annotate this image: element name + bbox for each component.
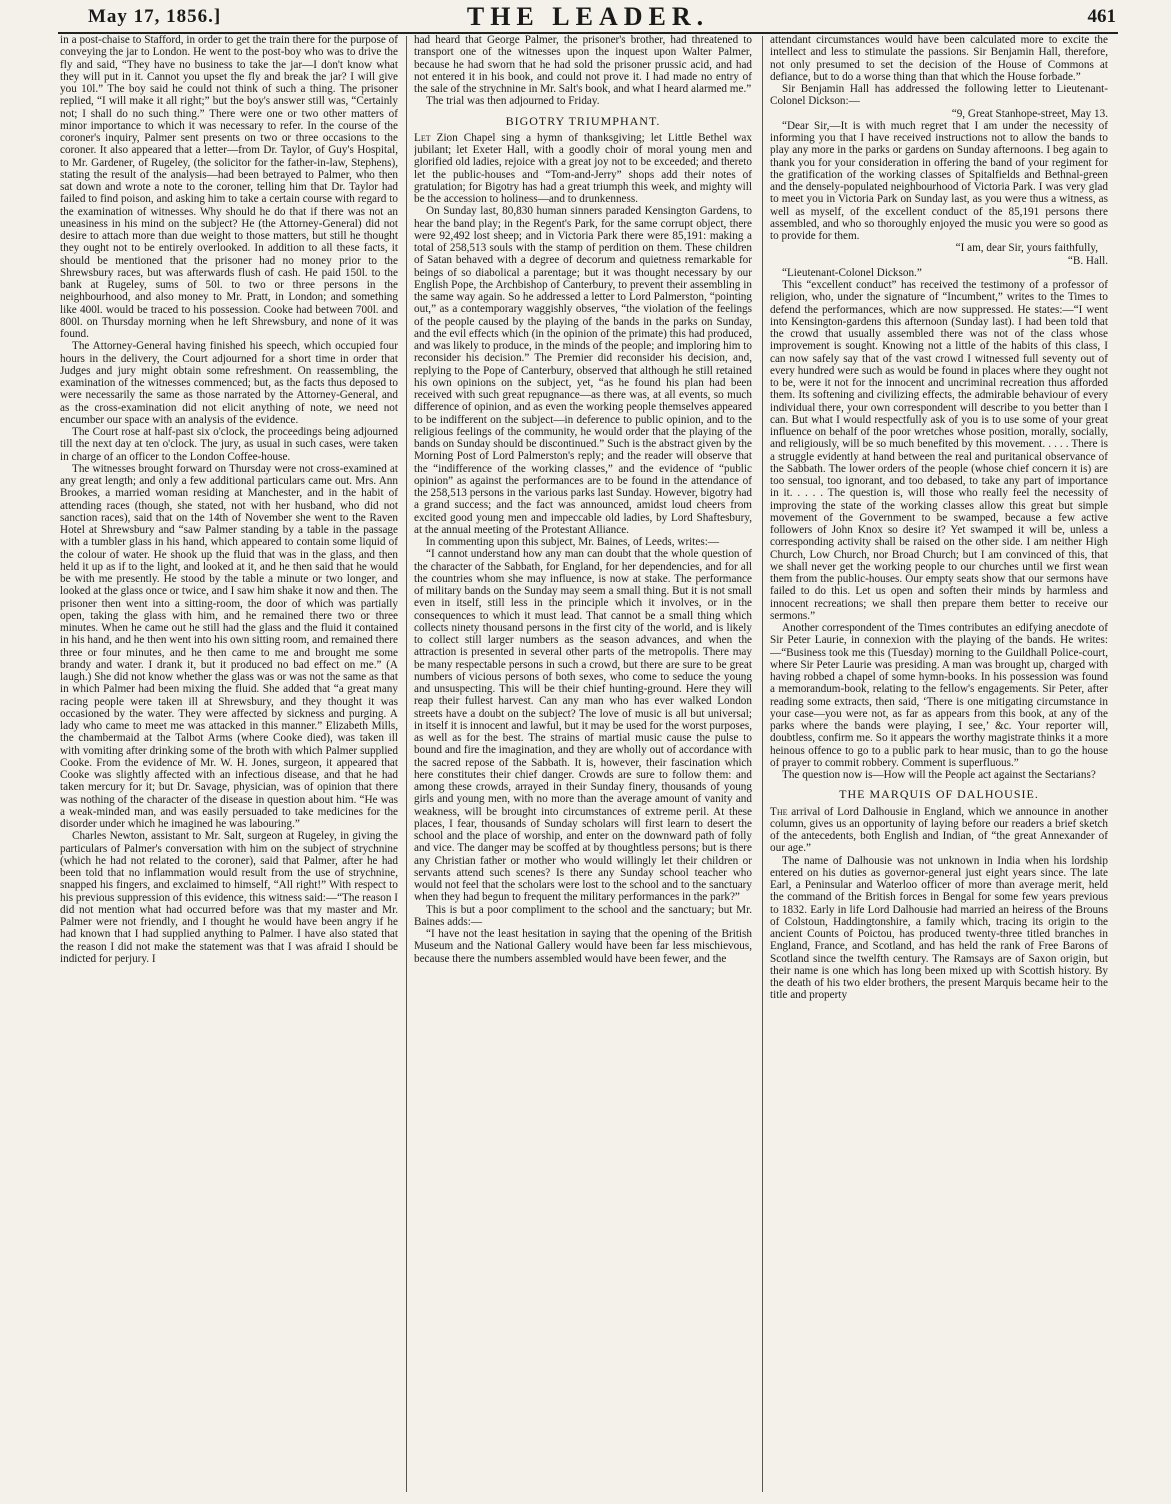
- paragraph: The question now is—How will the People act against the Sectarians?: [782, 769, 1096, 781]
- paragraph-text: arrival of Lord Dalhousie in England, which we announce in another column, gives us an opportunity of laying before our readers a brief sketch of the antecedents, both English and Indian, of “the great Annexander of our age.”: [770, 805, 1108, 855]
- paragraph: “Dear Sir,—It is with much regret that I am under the necessity of informing you that I have received instructions not to allow the bands to play any more in the parks or gardens on Sunday afternoons. I beg again to thank you for your consideration in offering the band of your regiment for the gratification of the working classes of Spitalfields and Bethnal-green and the densely-populated neighbourhood of Victoria Park. I was very glad to meet you in Victoria Park on Sunday last, as you were thus a witness, as well as myself, of the excellent conduct of the 85,191 persons there assembled, and who so thoroughly enjoyed the music you were so good as to provide for them.: [770, 119, 1108, 242]
- paragraph: In commenting upon this subject, Mr. Baines, of Leeds, writes:—: [426, 536, 720, 548]
- letter-signature: “B. Hall.: [1067, 254, 1108, 267]
- paragraph: [414, 132, 752, 206]
- column-rule: [762, 36, 763, 1492]
- paragraph: The witnesses brought forward on Thursday were not cross-examined at any great length; and only a few additional particulars came out. Mrs. Ann Brookes, a married woman residing at Manchester, and in the habit of attending races (though, she stated, not with her husband, who did not sanction races), said that on the 14th of November she went to the Raven Hotel at Shrewsbury and “saw Palmer standing by a table in the passage with a tumbler glass in his hand, which appeared to contain some liquid of the colour of water. He shook up the fluid that was in the glass, and then held it up as if to the light, and looked at it, and he then said that he would be with me presently. He stood by the table a minute or two longer, and looked at the glass once or twice, and I saw him shake it now and then. The prisoner then went into a sitting-room, the door of which was partially open, taking the glass with him, and he remained there two or three minutes. When he came out he still had the glass and the fluid it contained in his hand, and he then went into his own sitting room, and remained there three or four minutes, and he then came to me and brought me some brandy and water. I drank it, but it produced no bad effect on me.” (A laugh.) She did not know whether the glass was or was not the same as that in which Palmer had been mixing the fluid. She added that “a great many racing people were taken ill at Shrewsbury, and they thought it was occasioned by the water. They were affected by sickness and purging. A lady who came to meet me was attacked in this manner.” Elizabeth Mills, the chambermaid at the Talbot Arms (where Cooke died), was taken ill with vomiting after drinking some of the broth with which Palmer supplied Cooke. From the evidence of Mr. W. H. Jones, surgeon, it appeared that Cooke was slightly affected with an infectious disease, and that he had taken mercury for it; but Dr. Savage, physician, was of opinion that there was nothing of the character of the disease in question about him. “He was a weak-minded man, and was easily persuaded to take medicines for the disorder under which he imagined he was labouring.”: [60, 462, 398, 830]
- lead-word: The: [770, 805, 788, 818]
- issue-date: May 17, 1856.]: [88, 6, 222, 27]
- column-2: [414, 34, 752, 1496]
- paragraph: in a post-chaise to Stafford, in order to get the train there for the purpose of conveying the jar to London. He went to the post-boy who was to drive the fly and said, “They have no business to take the jar—I don't know what they will put in it. Cannot you upset the fly and break the jar? I will give you 10l.” The boy said he could not think of such a thing. The prisoner replied, “I will make it all right;” but the boy's answer still was, “Certainly not; I shall do no such thing.” There were one or two other matters of minor importance to which it was necessary to refer. In the course of the coroner's inquiry, Palmer sent presents on two or three occasions to the coroner. It also appeared that a letter—from Dr. Taylor, of Guy's Hospital, to Mr. Gardener, of Rugeley, (the solicitor for the father-in-law, Stephens), stating the result of the analysis—had been betrayed to Palmer, who then sat down and wrote a note to the coroner, telling him that Dr. Taylor had failed to find poison, and asking him to take a certain course with regard to the examination of witnesses. Why should he do that if there was not an uneasiness in his mind on the subject? He (the Attorney-General) did not desire to attach more than due weight to those matters, but still he thought they ought not to be entirely overlooked. In addition to all these facts, it should be mentioned that the prisoner had no money prior to the Shrewsbury races, but was afterwards flush of cash. He paid 150l. to the bank at Rugeley, sums of 50l. to two or three persons in the neighbourhood, and also money to Mr. Pratt, in London; and something like 400l. would be traced to his possession. Cooke had between 700l. and 800l. on Thursday morning when he left Shrewsbury, and none of it was found.: [60, 34, 398, 340]
- paragraph: attendant circumstances would have been calculated more to excite the intellect and less to stimulate the passions. Sir Benjamin Hall, therefore, not only presumed to set the decision of the House of Commons at defiance, but to do a worse thing than that which the House forbade.”: [770, 34, 1108, 83]
- paragraph: The trial was then adjourned to Friday.: [426, 95, 600, 108]
- paragraph: The Attorney-General having finished his speech, which occupied four hours in the delivery, the Court adjourned for a short time in order that Judges and jury might obtain some refreshment. On reassembling, the examination of the witnesses commenced; but, as the facts thus deposed to were necessarily the same as those narrated by the Attorney-General, and as the cross-examination did not elicit anything of note, we need not encumber our space with an analysis of the evidence.: [60, 340, 398, 426]
- paragraph: On Sunday last, 80,830 human sinners paraded Kensington Gardens, to hear the band play; in the Regent's Park, for the same corrupt object, there were 92,492 lost sheep; and in Victoria Park there were 85,191: making a total of 258,513 souls with the stamp of perdition on them. These children of Satan behaved with a degree of decorum and quietness remarkable for beings of so diabolical a parentage; but it was thought necessary by our English Pope, the Archbishop of Canterbury, to prevent their assembling in the same way again. So he addressed a letter to Lord Palmerston, “pointing out,” as a contemporary waggishly observes, “the violation of the feelings of the people caused by the playing of the bands in the parks on Sunday, and the evil effects which (in the opinion of the primate) this had produced, and was likely to produce, in the minds of the people; and imploring him to reconsider his decision.” The Premier did reconsider his decision, and, replying to the Pope of Canterbury, observed that although he still retained his own opinions on the subject, yet, “as he found his plan had been received with such great repugnance—as there was, at all events, so much difference of opinion, and as even the working people themselves appeared to be indifferent on the subject—in deference to public opinion, and to the religious feelings of the community, he would order that the playing of the bands on Sunday should be discontinued.” Such is the abstract given by the Morning Post of Lord Palmerston's reply; and the reader will observe that the “indifference of the working classes,” and the evidence of “public opinion” as against the performances are to be found in the attendance of the 258,513 persons in the various parks last Sunday. However, bigotry had a grand success; and the fact was announced, amidst loud cheers from excited good young men and impeccable old ladies, by Lord Shaftesbury, at the annual meeting of the Protestant Alliance.: [414, 205, 752, 536]
- column-1: [60, 34, 398, 1496]
- paragraph: “I have not the least hesitation in saying that the opening of the British Museum and the National Gallery would have been far less mischievous, because there the numbers assembled would have been fewer, and the: [414, 928, 752, 965]
- article-heading: THE MARQUIS OF DALHOUSIE.: [839, 787, 1039, 802]
- letter-addressee: “Lieutenant-Colonel Dickson.”: [782, 266, 922, 279]
- paragraph: “I cannot understand how any man can doubt that the whole question of the character of the Sabbath, for England, for her dependencies, and for all the countries whom she may influence, is now at stake. The performance of military bands on the Sunday may seem a small thing. But it is not small even in itself, still less in the principle which it involves, or in the consequences to which it must lead. That cannot be a small thing which collects ninety thousand persons in the first city of the world, and is likely to collect still larger numbers as the season advances, and when the attraction is presented in several other parts of the metropolis. There may be many respectable persons in such a crowd, but there are sure to be great numbers of vicious persons of both sexes, who come to seduce the young and unsuspecting. This will be their chief hunting-ground. Here they will reap their fullest harvest. Can any man who has ever walked London streets have a doubt on the subject? The love of music is all but universal; in itself it is innocent and lawful, but it may be used for the worst purposes, as well as for the best. The strains of martial music cause the pulse to bound and fire the imagination, and they are wholly out of accordance with the sacred repose of the Sabbath. It is, however, their fascination which here constitutes their chief danger. Crowds are sure to follow them: and among these crowds, arrayed in their Sunday finery, thousands of young girls and young men, with no more than the average amount of vanity and weakness, will be brought into circumstances of extreme peril. At these places, I fear, thousands of Sunday scholars will first learn to desert the school and the place of worship, and enter on the downward path of folly and vice. The danger may be scoffed at by thoughtless persons; but is there any Christian father or mother who would willingly let their children or servants attend such scenes? Is there any Sunday school teacher who would not feel that the scholars were lost to the school and to the sanctuary when they had begun to frequent the military performances in the park?”: [414, 548, 752, 904]
- page-body: [58, 34, 1118, 1494]
- paragraph: The Court rose at half-past six o'clock, the proceedings being adjourned till the next day at ten o'clock. The jury, as usual in such cases, were taken in charge of an officer to the London Coffee-house.: [60, 426, 398, 463]
- masthead: [58, 4, 1118, 34]
- paragraph: This is but a poor compliment to the school and the sanctuary; but Mr. Baines adds:—: [414, 903, 752, 928]
- article-heading: BIGOTRY TRIUMPHANT.: [505, 113, 661, 128]
- paragraph: Sir Benjamin Hall has addressed the following letter to Lieutenant-Colonel Dickson:—: [770, 83, 1108, 108]
- paragraph: Charles Newton, assistant to Mr. Salt, surgeon at Rugeley, in giving the particulars of Palmer's conversation with him on the subject of strychnine (which he had not related to the coroner), said that Palmer, after he had been told that no inflammation would result from the use of strychnine, snapped his fingers, and exclaimed to himself, “All right!” With respect to his previous suppression of this evidence, this witness said:—“The reason I did not mention what had occurred before was that my master and Mr. Palmer were not friendly, and I thought he would have been angry if he had known that I had supplied anything to Palmer. I have also stated that the reason I did not make the statement was that I was afraid I should be indicted for perjury. I: [60, 830, 398, 965]
- lead-word: Let: [414, 131, 431, 144]
- paragraph: [770, 806, 1108, 855]
- column-3: [770, 34, 1108, 1496]
- letter-address: “9, Great Stanhope-street, May 13.: [951, 107, 1108, 120]
- column-rule: [406, 36, 407, 1492]
- page-number: 461: [1087, 6, 1116, 27]
- letter-closing: “I am, dear Sir, yours faithfully,: [955, 242, 1098, 255]
- paragraph: had heard that George Palmer, the prisoner's brother, had threatened to transport one of the witnesses upon the inquest upon Walter Palmer, because he had sworn that he had sold the prisoner prussic acid, and had not entered it in his book, and could not prove it. I had made no entry of the sale of the strychnine in Mr. Salt's book, and what I heard alarmed me.”: [414, 34, 752, 95]
- paragraph: Another correspondent of the Times contributes an edifying anecdote of Sir Peter Laurie, in connexion with the playing of the bands. He writes:—“Business took me this (Tuesday) morning to the Guildhall Police-court, where Sir Peter Laurie was presiding. A man was brought up, charged with having robbed a chapel of some hymn-books. In his possession was found a memorandum-book, relating to the fellow's engagements. Sir Peter, after reading some extracts, then said, ‘There is one mitigating circumstance in your case—you were not, as far as appears from this book, at any of the parks where the bands were playing, I see,’ &c. Your reporter will, doubtless, confirm me. So it appears the worthy magistrate thinks it a more heinous offence to go to a public park to hear music, than to go the house of prayer to commit robbery. Comment is superfluous.”: [770, 622, 1108, 769]
- paragraph-text: Zion Chapel sing a hymn of thanksgiving; let Little Bethel wax jubilant; let Exeter Hall, with a goodly choir of moral young men and glorified old ladies, rejoice with a great joy not to be exceeded; and thereto let the public-houses and “Tom-and-Jerry” shops add their notes of gratulation; for Bigotry has had a great triumph this week, and mighty will be the accession to holiness—and to drunkenness.: [414, 131, 752, 205]
- paragraph: The name of Dalhousie was not unknown in India when his lordship entered on his duties as governor-general just eight years since. The late Earl, a Peninsular and Waterloo officer of more than average merit, held the command of the British forces in Bengal for some few years previous to 1832. Early in life Lord Dalhousie had married an heiress of the Brouns of Colstoun, Haddingtonshire, a family which, tracing its origin to the ancient Counts of Poictou, has produced twenty-three titled branches in England, France, and Scotland, and has held the rank of Free Barons of Scotland since the twelfth century. The Ramsays are of Saxon origin, but their name is one which has long been mixed up with Scottish history. By the death of his two elder brothers, the present Marquis became heir to the title and property: [770, 854, 1108, 1002]
- paragraph: This “excellent conduct” has received the testimony of a professor of religion, who, under the signature of “Incumbent,” writes to the Times to defend the performances, which are now suppressed. He states:—“I went into Kensington-gardens this afternoon (Sunday last). I had been told that the crowd that usually assembled there was not of the class whose improvement is sought. Knowing not a little of the habits of this class, I can now safely say that of the vast crowd I witnessed full seventy out of every hundred were such as would be found in places where they ought not to be, were it not for the innocent and uncriminal recreation thus afforded them. Its softening and civilizing effects, the admirable behaviour of every individual there, your own correspondent will describe to you better than I can. But what I would respectfully ask of you is to use some of your great influence on behalf of the poor wretches whose position, morally, socially, and religiously, will be so much benefited by this movement. . . . . There is a struggle evidently at hand between the real and puritanical observance of the Sabbath. The lower orders of the people (whose chief concern it is) are too sensual, too ignorant, and too debased, to take any part of importance in it. . . . . The question is, will those who really feel the necessity of improving the state of the working classes allow this great but simple movement of the Government to be swamped, because a few active followers of John Knox so desire it? Yet swamped it will be, unless a corresponding activity shall be raised on the other side. I am neither High Church, Low Church, nor Broad Church; but I am convinced of this, that we shall never get the working people to our churches until we first wean them from the public-houses. Our empty seats show that our sermons have failed to do this. Let us open and soften their minds by harmless and innocent recreations; we shall then prepare them better to receive our sermons.”: [770, 279, 1108, 622]
- newspaper-title: THE LEADER.: [466, 2, 710, 31]
